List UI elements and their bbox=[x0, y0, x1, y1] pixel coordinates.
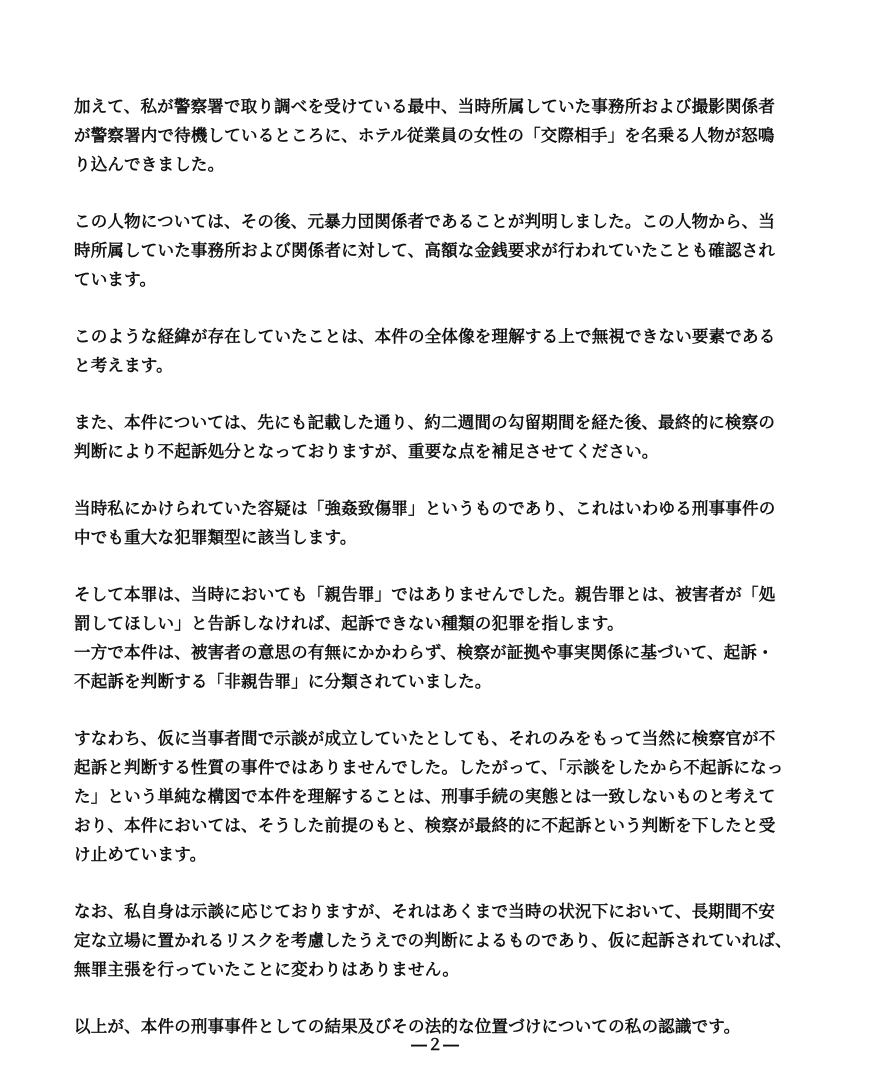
paragraph-line: 一方で本件は、被害者の意思の有無にかかわらず、検察が証拠や事実関係に基づいて、起訴・ bbox=[74, 643, 774, 662]
paragraph-line: 起訴と判断する性質の事件ではありませんでした。したがって、「示談をしたから不起訴になっ bbox=[74, 758, 784, 777]
paragraph-line: と考えます。 bbox=[74, 356, 173, 375]
paragraph-line: り込んできました。 bbox=[74, 155, 225, 174]
paragraph-line: 無罪主張を行っていたことに変わりはありません。 bbox=[74, 960, 460, 979]
paragraph-line: すなわち、仮に当事者間で示談が成立していたとしても、それのみをもって当然に検察官が不 bbox=[74, 729, 776, 748]
paragraph-line: が警察署内で待機しているところに、ホテル従業員の女性の「交際相手」を名乗る人物が怒鳴 bbox=[74, 126, 775, 145]
paragraph-4 bbox=[74, 408, 796, 466]
paragraph-line: 加えて、私が警察署で取り調べを受けている最中、当時所属していた事務所および撮影関係者 bbox=[74, 97, 776, 116]
paragraph-2 bbox=[74, 207, 796, 294]
document-body bbox=[74, 92, 796, 1069]
paragraph-line: 判断により不起訴処分となっておりますが、重要な点を補足させてください。 bbox=[74, 442, 659, 461]
paragraph-line: 以上が、本件の刑事事件としての結果及びその法的な位置づけについての私の認識です。 bbox=[74, 1017, 741, 1036]
paragraph-line: 中でも重大な犯罪類型に該当します。 bbox=[74, 528, 357, 547]
paragraph-8 bbox=[74, 897, 796, 984]
paragraph-line: 当時私にかけられていた容疑は「強姦致傷罪」というものであり、これはいわゆる刑事事件の bbox=[74, 499, 776, 518]
paragraph-line: この人物については、その後、元暴力団関係者であることが判明しました。この人物から、当 bbox=[74, 212, 776, 231]
paragraph-line: 時所属していた事務所および関係者に対して、高額な金銭要求が行われていたことも確認され bbox=[74, 241, 776, 260]
paragraph-line: そして本罪は、当時においても「親告罪」ではありませんでした。親告罪とは、被害者が「処 bbox=[74, 585, 776, 604]
paragraph-line: た」という単純な構図で本件を理解することは、刑事手続の実態とは一致しないものと考えて bbox=[74, 787, 776, 806]
paragraph-line: ています。 bbox=[74, 270, 157, 289]
paragraph-5 bbox=[74, 494, 796, 552]
paragraph-7 bbox=[74, 724, 796, 869]
paragraph-line: また、本件については、先にも記載した通り、約二週間の勾留期間を経た後、最終的に検察の bbox=[74, 413, 776, 432]
paragraph-line: おり、本件においては、そうした前提のもと、検察が最終的に不起訴という判断を下したと受 bbox=[74, 816, 776, 835]
paragraph-line: け止めています。 bbox=[74, 845, 207, 864]
page-number: ―２― bbox=[410, 1035, 459, 1054]
paragraph-3 bbox=[74, 322, 796, 380]
paragraph-line: なお、私自身は示談に応じておりますが、それはあくまで当時の状況下において、長期間不安 bbox=[74, 902, 776, 921]
paragraph-line: このような経緯が存在していたことは、本件の全体像を理解する上で無視できない要素である bbox=[74, 327, 776, 346]
paragraph-line: 不起訴を判断する「非親告罪」に分類されていました。 bbox=[74, 672, 492, 691]
paragraph-line: 定な立場に置かれるリスクを考慮したうえでの判断によるものであり、仮に起訴されていれば、 bbox=[74, 931, 792, 950]
paragraph-1 bbox=[74, 92, 796, 179]
paragraph-6 bbox=[74, 580, 796, 696]
paragraph-line: 罰してほしい」と告訴しなければ、起訴できない種類の犯罪を指します。 bbox=[74, 614, 624, 633]
